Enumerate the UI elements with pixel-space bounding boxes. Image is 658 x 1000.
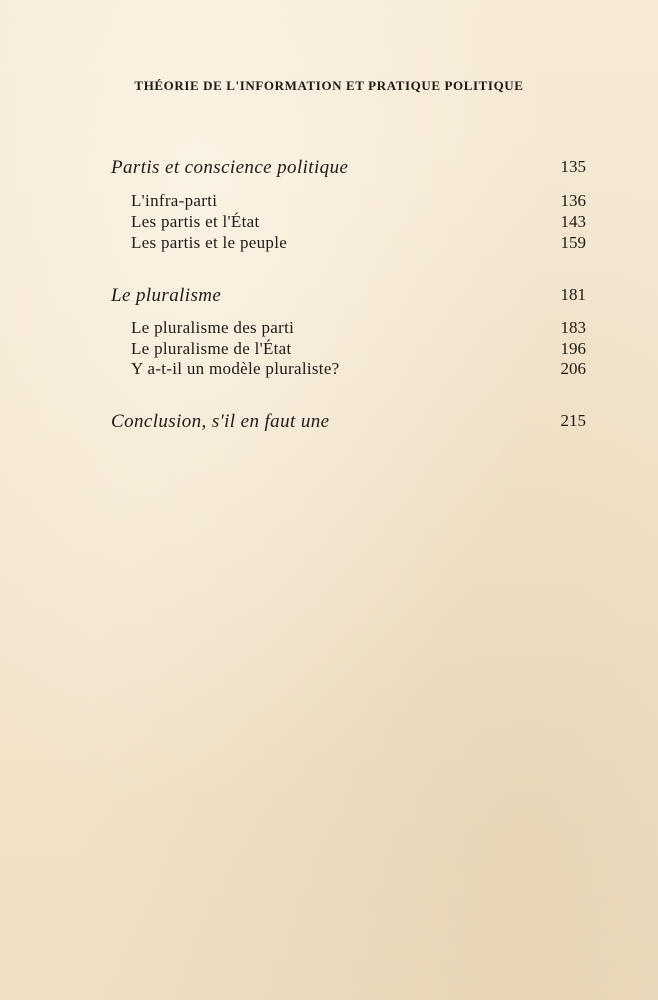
toc-section-partis	[0, 157, 658, 179]
toc-entry-title: Le pluralisme de l'État	[131, 339, 292, 358]
toc-section-pluralisme	[0, 285, 658, 307]
toc-entry-title: Les partis et le peuple	[131, 233, 288, 252]
toc-entry	[0, 339, 658, 361]
toc-entry-title: L'infra-parti	[131, 191, 218, 210]
toc-section-conclusion	[0, 411, 658, 433]
toc-entry-title: Les partis et l'État	[131, 212, 260, 231]
toc-page-number: 143	[560, 212, 586, 231]
toc-entry	[0, 318, 658, 340]
toc-entry	[0, 359, 658, 381]
toc-entry-title: Le pluralisme des parti	[131, 318, 295, 337]
toc-page-number: 136	[560, 191, 586, 210]
toc-section-title: Partis et conscience politique	[111, 157, 349, 178]
toc-entry	[0, 212, 658, 234]
toc-page-number: 215	[560, 411, 586, 430]
toc-entry	[0, 233, 658, 255]
toc-page-number: 135	[560, 157, 586, 176]
toc-page-number: 206	[560, 359, 586, 378]
toc-entry-title: Y a-t-il un modèle pluraliste?	[131, 359, 340, 378]
toc-page-number: 181	[560, 285, 586, 304]
toc-page-number: 196	[560, 339, 586, 358]
toc-page-number: 159	[560, 233, 586, 252]
toc-page-number: 183	[560, 318, 586, 337]
running-head: THÉORIE DE L'INFORMATION ET PRATIQUE POLITIQUE	[134, 78, 524, 93]
toc-section-title: Le pluralisme	[111, 285, 222, 306]
toc-section-title: Conclusion, s'il en faut une	[111, 411, 330, 432]
toc-entry	[0, 191, 658, 213]
